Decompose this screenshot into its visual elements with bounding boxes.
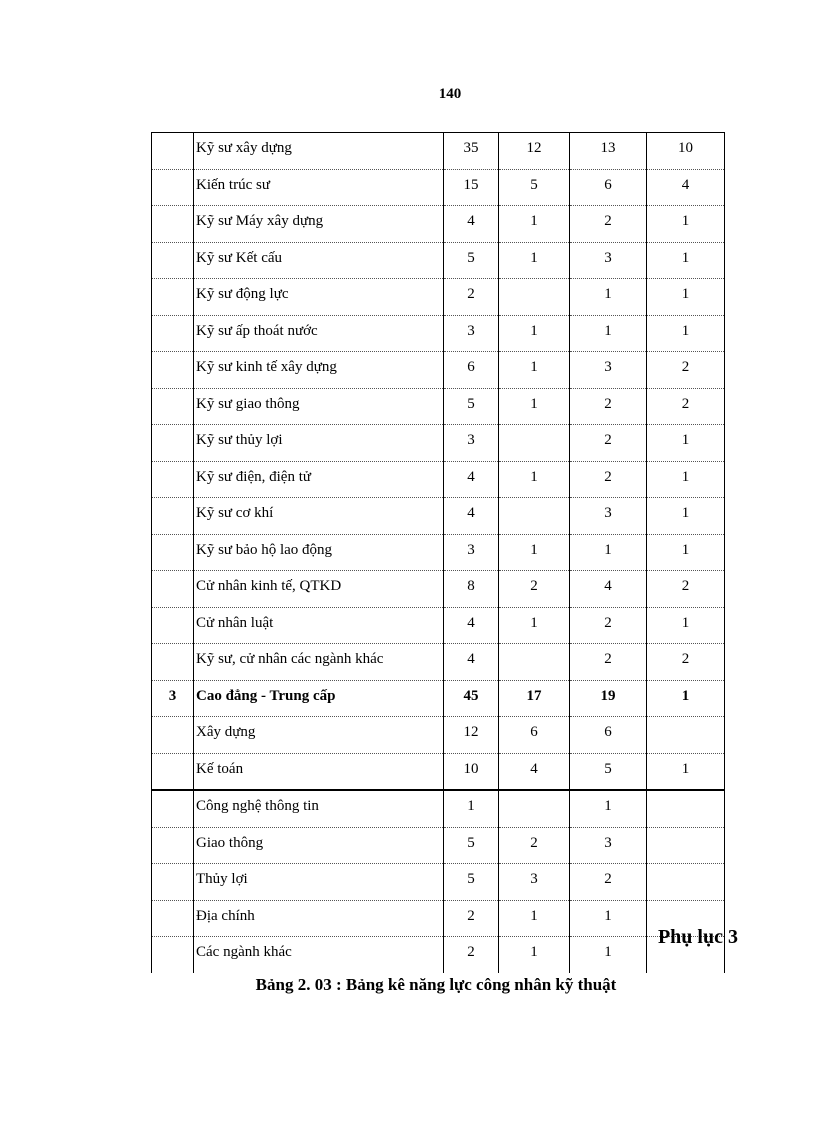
row-value-1-cell: 10 xyxy=(444,753,499,790)
row-value-1-cell: 3 xyxy=(444,425,499,462)
staff-table-wrapper xyxy=(151,132,725,973)
row-index-cell xyxy=(152,388,194,425)
row-value-1-cell: 2 xyxy=(444,900,499,937)
table-row xyxy=(152,279,725,316)
row-name-cell: Địa chính xyxy=(194,900,444,937)
row-index-cell xyxy=(152,352,194,389)
row-value-2-cell: 4 xyxy=(499,753,570,790)
row-value-2-cell: 1 xyxy=(499,534,570,571)
row-index-cell xyxy=(152,206,194,243)
row-value-2-cell: 1 xyxy=(499,900,570,937)
row-index-cell xyxy=(152,790,194,827)
row-name-cell: Kỹ sư ấp thoát nước xyxy=(194,315,444,352)
row-name-cell: Kiến trúc sư xyxy=(194,169,444,206)
row-value-2-cell xyxy=(499,790,570,827)
row-value-3-cell: 1 xyxy=(570,790,647,827)
row-value-3-cell: 6 xyxy=(570,169,647,206)
row-index-cell xyxy=(152,753,194,790)
row-value-4-cell: 1 xyxy=(647,425,725,462)
row-index-cell: 3 xyxy=(152,680,194,717)
row-value-2-cell: 1 xyxy=(499,242,570,279)
row-value-3-cell: 2 xyxy=(570,425,647,462)
row-value-3-cell: 2 xyxy=(570,864,647,901)
row-name-cell: Kỹ sư bảo hộ lao động xyxy=(194,534,444,571)
row-index-cell xyxy=(152,717,194,754)
row-value-3-cell: 1 xyxy=(570,315,647,352)
table-row xyxy=(152,827,725,864)
row-value-2-cell: 6 xyxy=(499,717,570,754)
table-row xyxy=(152,937,725,973)
row-value-1-cell: 12 xyxy=(444,717,499,754)
row-name-cell: Kỹ sư cơ khí xyxy=(194,498,444,535)
row-value-3-cell: 3 xyxy=(570,242,647,279)
row-value-2-cell: 17 xyxy=(499,680,570,717)
table-row xyxy=(152,133,725,170)
row-name-cell: Kỹ sư kinh tế xây dựng xyxy=(194,352,444,389)
row-value-2-cell xyxy=(499,279,570,316)
row-value-3-cell: 19 xyxy=(570,680,647,717)
table-row xyxy=(152,790,725,827)
row-value-2-cell: 12 xyxy=(499,133,570,170)
row-name-cell: Kỹ sư Kết cấu xyxy=(194,242,444,279)
row-index-cell xyxy=(152,827,194,864)
row-value-1-cell: 4 xyxy=(444,607,499,644)
table-row xyxy=(152,498,725,535)
row-name-cell: Cử nhân luật xyxy=(194,607,444,644)
row-value-1-cell: 5 xyxy=(444,827,499,864)
row-index-cell xyxy=(152,864,194,901)
row-value-1-cell: 4 xyxy=(444,498,499,535)
row-value-3-cell: 3 xyxy=(570,352,647,389)
row-name-cell: Các ngành khác xyxy=(194,937,444,973)
row-index-cell xyxy=(152,315,194,352)
row-value-4-cell: 1 xyxy=(647,607,725,644)
row-value-1-cell: 5 xyxy=(444,242,499,279)
row-value-4-cell: 2 xyxy=(647,571,725,608)
row-value-3-cell: 1 xyxy=(570,937,647,973)
row-value-3-cell: 3 xyxy=(570,498,647,535)
row-value-3-cell: 3 xyxy=(570,827,647,864)
row-index-cell xyxy=(152,425,194,462)
row-index-cell xyxy=(152,607,194,644)
row-value-3-cell: 2 xyxy=(570,388,647,425)
row-value-4-cell: 1 xyxy=(647,461,725,498)
row-index-cell xyxy=(152,242,194,279)
table-row xyxy=(152,169,725,206)
row-name-cell: Kỹ sư xây dựng xyxy=(194,133,444,170)
table-row xyxy=(152,425,725,462)
row-name-cell: Giao thông xyxy=(194,827,444,864)
row-value-2-cell: 1 xyxy=(499,206,570,243)
table-row xyxy=(152,753,725,790)
row-value-4-cell: 2 xyxy=(647,388,725,425)
row-index-cell xyxy=(152,937,194,973)
staff-table xyxy=(151,132,725,973)
row-value-3-cell: 5 xyxy=(570,753,647,790)
row-value-1-cell: 15 xyxy=(444,169,499,206)
row-value-4-cell xyxy=(647,864,725,901)
row-value-3-cell: 2 xyxy=(570,461,647,498)
row-value-2-cell: 1 xyxy=(499,937,570,973)
row-value-2-cell: 1 xyxy=(499,461,570,498)
row-name-cell: Công nghệ thông tin xyxy=(194,790,444,827)
appendix-title: Phụ lục 3 xyxy=(657,926,738,948)
table-row xyxy=(152,644,725,681)
row-value-2-cell: 5 xyxy=(499,169,570,206)
table-row xyxy=(152,388,725,425)
table-row xyxy=(152,461,725,498)
row-name-cell: Cử nhân kinh tế, QTKD xyxy=(194,571,444,608)
row-value-4-cell: 4 xyxy=(647,169,725,206)
row-value-1-cell: 6 xyxy=(444,352,499,389)
table-row xyxy=(152,864,725,901)
row-index-cell xyxy=(152,133,194,170)
row-name-cell: Kế toán xyxy=(194,753,444,790)
table-row xyxy=(152,534,725,571)
row-value-4-cell xyxy=(647,827,725,864)
table-row xyxy=(152,242,725,279)
row-value-2-cell: 3 xyxy=(499,864,570,901)
row-name-cell: Kỹ sư, cử nhân các ngành khác xyxy=(194,644,444,681)
row-value-1-cell: 4 xyxy=(444,206,499,243)
row-value-4-cell xyxy=(647,717,725,754)
row-value-4-cell: 1 xyxy=(647,279,725,316)
row-value-1-cell: 1 xyxy=(444,790,499,827)
row-value-1-cell: 5 xyxy=(444,388,499,425)
row-value-1-cell: 4 xyxy=(444,461,499,498)
row-value-4-cell: 1 xyxy=(647,498,725,535)
staff-table-body xyxy=(152,133,725,973)
row-value-1-cell: 3 xyxy=(444,534,499,571)
row-value-3-cell: 2 xyxy=(570,644,647,681)
row-value-2-cell xyxy=(499,425,570,462)
row-value-3-cell: 6 xyxy=(570,717,647,754)
row-value-1-cell: 2 xyxy=(444,937,499,973)
row-index-cell xyxy=(152,498,194,535)
row-value-1-cell: 8 xyxy=(444,571,499,608)
row-value-4-cell: 1 xyxy=(647,753,725,790)
table-row xyxy=(152,607,725,644)
row-index-cell xyxy=(152,900,194,937)
row-name-cell: Kỹ sư thủy lợi xyxy=(194,425,444,462)
row-value-2-cell: 2 xyxy=(499,571,570,608)
row-index-cell xyxy=(152,571,194,608)
row-value-4-cell xyxy=(647,790,725,827)
row-value-3-cell: 2 xyxy=(570,206,647,243)
row-name-cell: Kỹ sư động lực xyxy=(194,279,444,316)
row-value-2-cell xyxy=(499,498,570,535)
row-value-4-cell: 1 xyxy=(647,680,725,717)
row-value-1-cell: 45 xyxy=(444,680,499,717)
row-index-cell xyxy=(152,461,194,498)
row-value-1-cell: 3 xyxy=(444,315,499,352)
row-value-1-cell: 4 xyxy=(444,644,499,681)
table-row xyxy=(152,680,725,717)
row-name-cell: Kỹ sư giao thông xyxy=(194,388,444,425)
table-row xyxy=(152,315,725,352)
row-name-cell: Kỹ sư điện, điện tử xyxy=(194,461,444,498)
row-index-cell xyxy=(152,644,194,681)
table-row xyxy=(152,900,725,937)
row-value-3-cell: 13 xyxy=(570,133,647,170)
table-row xyxy=(152,571,725,608)
row-value-2-cell: 1 xyxy=(499,607,570,644)
row-index-cell xyxy=(152,169,194,206)
row-value-2-cell: 2 xyxy=(499,827,570,864)
row-value-1-cell: 5 xyxy=(444,864,499,901)
row-value-3-cell: 1 xyxy=(570,534,647,571)
row-value-3-cell: 1 xyxy=(570,279,647,316)
row-index-cell xyxy=(152,279,194,316)
row-value-3-cell: 2 xyxy=(570,607,647,644)
row-value-4-cell: 2 xyxy=(647,352,725,389)
row-value-3-cell: 1 xyxy=(570,900,647,937)
row-value-2-cell xyxy=(499,644,570,681)
row-value-1-cell: 2 xyxy=(444,279,499,316)
row-value-4-cell: 1 xyxy=(647,206,725,243)
table-row xyxy=(152,352,725,389)
table-caption: Bảng 2. 03 : Bảng kê năng lực công nhân kỹ thuật xyxy=(255,975,617,994)
row-name-cell: Xây dựng xyxy=(194,717,444,754)
row-name-cell: Cao đẳng - Trung cấp xyxy=(194,680,444,717)
row-index-cell xyxy=(152,534,194,571)
table-row xyxy=(152,206,725,243)
row-value-4-cell: 10 xyxy=(647,133,725,170)
row-value-2-cell: 1 xyxy=(499,315,570,352)
page-number: 140 xyxy=(438,86,462,102)
row-name-cell: Thủy lợi xyxy=(194,864,444,901)
row-value-4-cell: 1 xyxy=(647,534,725,571)
row-value-2-cell: 1 xyxy=(499,388,570,425)
row-value-3-cell: 4 xyxy=(570,571,647,608)
row-value-4-cell: 1 xyxy=(647,242,725,279)
row-value-1-cell: 35 xyxy=(444,133,499,170)
row-value-2-cell: 1 xyxy=(499,352,570,389)
row-value-4-cell: 2 xyxy=(647,644,725,681)
row-name-cell: Kỹ sư Máy xây dựng xyxy=(194,206,444,243)
table-row xyxy=(152,717,725,754)
row-value-4-cell: 1 xyxy=(647,315,725,352)
